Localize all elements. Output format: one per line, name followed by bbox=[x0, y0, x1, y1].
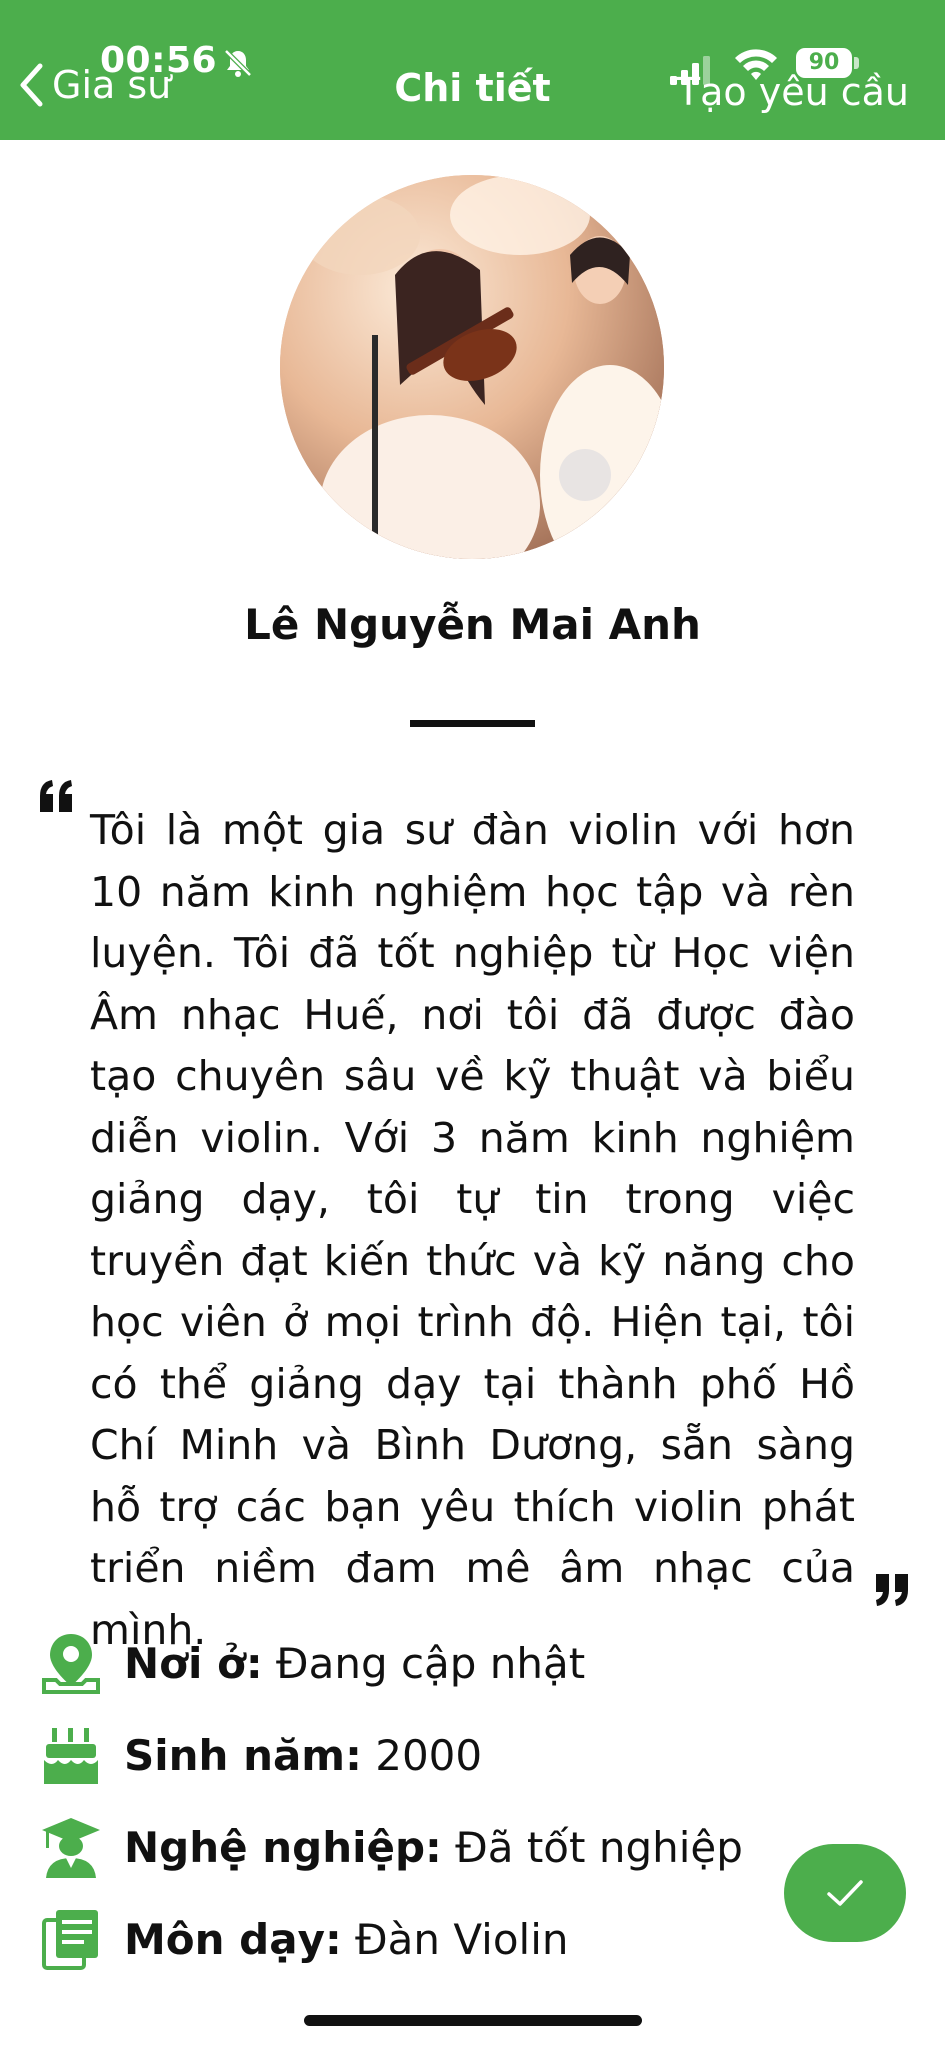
detail-row-residence bbox=[38, 1628, 798, 1698]
detail-text-occupation bbox=[124, 1823, 743, 1872]
avatar-photo bbox=[280, 175, 664, 559]
home-indicator[interactable] bbox=[304, 2015, 642, 2026]
detail-row-occupation bbox=[38, 1812, 798, 1882]
detail-row-birth-year bbox=[38, 1720, 798, 1790]
birthday-cake-icon bbox=[38, 1722, 104, 1788]
tutor-name: Lê Nguyễn Mai Anh bbox=[244, 600, 701, 649]
battery-indicator: 90 bbox=[796, 48, 852, 78]
detail-value: Đã tốt nghiệp bbox=[455, 1822, 743, 1872]
graduate-icon bbox=[38, 1814, 104, 1880]
header-bar bbox=[0, 0, 945, 140]
back-label: Gia sư bbox=[52, 63, 172, 107]
detail-value: Đàn Violin bbox=[355, 1914, 569, 1964]
page-title: Chi tiết bbox=[394, 66, 551, 110]
detail-label: Nghệ nghiệp: bbox=[124, 1822, 442, 1872]
document-icon bbox=[38, 1906, 104, 1972]
detail-text-birth-year bbox=[124, 1731, 482, 1780]
detail-value: 2000 bbox=[375, 1730, 483, 1780]
status-time: 00:56 bbox=[100, 40, 218, 81]
detail-label: Sinh năm: bbox=[124, 1730, 362, 1780]
detail-text-subject bbox=[124, 1915, 569, 1964]
detail-label: Môn dạy: bbox=[124, 1914, 342, 1964]
detail-text-residence bbox=[124, 1639, 585, 1688]
detail-value: Đang cập nhật bbox=[276, 1638, 586, 1688]
avatar bbox=[280, 175, 664, 559]
detail-row-subject bbox=[38, 1904, 798, 1974]
tutor-bio: Tôi là một gia sư đàn violin với hơn 10 năm kinh nghiệm học tập và rèn luyện. Tôi đã tốt nghiệp từ Học viện Âm nhạc Huế, nơi tôi đã được đào tạo chuyên sâu về kỹ thuật và biểu diễn violin. Với 3 năm kinh nghiệm giảng dạy, tôi tự tin trong việc truyền đạt kiến thức và kỹ năng cho học viên ở mọi trình độ. Hiện tại, tôi có thể giảng dạy tại thành phố Hồ Chí Minh và Bình Dương, sẵn sàng hỗ trợ các bạn yêu thích violin phát triển niềm đam mê âm nhạc của mình. bbox=[90, 806, 855, 1654]
location-pin-icon bbox=[38, 1630, 104, 1696]
quote-open-icon bbox=[38, 778, 76, 812]
create-request-button[interactable]: Tạo yêu cầu bbox=[676, 70, 909, 114]
check-icon bbox=[825, 1877, 865, 1909]
confirm-fab-button[interactable] bbox=[784, 1844, 906, 1942]
quote-close-icon bbox=[872, 1574, 910, 1608]
detail-label: Nơi ở: bbox=[124, 1638, 263, 1688]
name-divider bbox=[410, 720, 535, 727]
